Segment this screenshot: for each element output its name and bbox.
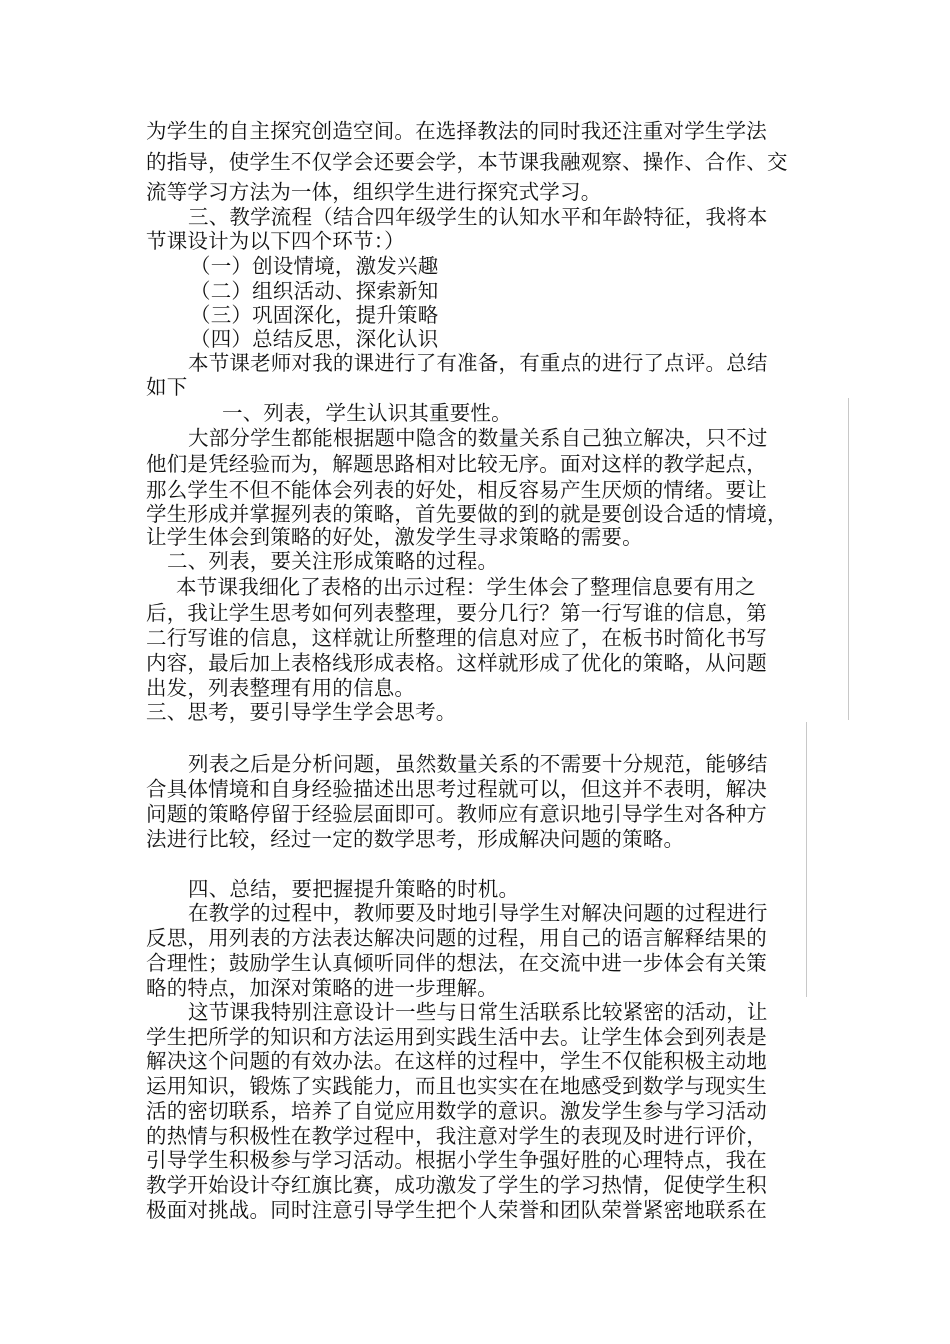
paragraph-line: 让学生体会到策略的好处，激发学生寻求策略的需要。	[146, 525, 643, 549]
paragraph-line: 反思，用列表的方法表达解决问题的过程，用自己的语言解释结果的	[146, 926, 767, 950]
paragraph-line: 他们是凭经验而为，解题思路相对比较无序。面对这样的教学起点，	[146, 452, 767, 476]
paragraph-line: 内容，最后加上表格线形成表格。这样就形成了优化的策略，从问题	[146, 651, 767, 675]
paragraph-line: 学生把所学的知识和方法运用到实践生活中去。让学生体会到列表是	[146, 1025, 767, 1049]
list-item: （二）组织活动、探索新知	[190, 279, 439, 303]
paragraph-line: 极面对挑战。同时注意引导学生把个人荣誉和团队荣誉紧密地联系在	[146, 1198, 767, 1222]
paragraph-line: 的指导，使学生不仅学会还要会学，本节课我融观察、操作、合作、交	[146, 150, 788, 174]
paragraph-line: 流等学习方法为一体，组织学生进行探究式学习。	[146, 180, 602, 204]
paragraph-line: 本节课我细化了表格的出示过程：学生体会了整理信息要有用之	[176, 575, 756, 599]
paragraph-line: 大部分学生都能根据题中隐含的数量关系自己独立解决，只不过	[188, 426, 768, 450]
section-heading: 一、列表，学生认识其重要性。	[222, 401, 512, 425]
paragraph-line: 后，我让学生思考如何列表整理，要分几行？第一行写谁的信息，第	[146, 601, 767, 625]
paragraph-line: 那么学生不但不能体会列表的好处，相反容易产生厌烦的情绪。要让	[146, 478, 767, 502]
paragraph-line: 略的特点，加深对策略的进一步理解。	[146, 976, 498, 1000]
paragraph-line: 节课设计为以下四个环节：）	[146, 229, 405, 253]
paragraph-line: 合具体情境和自身经验描述出思考过程就可以，但这并不表明，解决	[146, 777, 767, 801]
section-heading: 二、列表，要关注形成策略的过程。	[167, 549, 499, 573]
paragraph-line: 运用知识，锻炼了实践能力，而且也实实在在地感受到数学与现实生	[146, 1074, 767, 1098]
margin-rule	[848, 398, 849, 720]
paragraph-line: 法进行比较，经过一定的数学思考，形成解决问题的策略。	[146, 827, 685, 851]
paragraph-line: 活的密切联系，培养了自觉应用数学的意识。激发学生参与学习活动	[146, 1099, 767, 1123]
paragraph-line: 二行写谁的信息，这样就让所整理的信息对应了，在板书时简化书写	[146, 626, 767, 650]
paragraph-line: 问题的策略停留于经验层面即可。教师应有意识地引导学生对各种方	[146, 802, 767, 826]
paragraph-line: 合理性；鼓励学生认真倾听同伴的想法，在交流中进一步体会有关策	[146, 951, 767, 975]
list-item: （三）巩固深化，提升策略	[190, 303, 439, 327]
paragraph-line: 本节课老师对我的课进行了有准备，有重点的进行了点评。总结	[188, 351, 768, 375]
paragraph-line: 引导学生积极参与学习活动。根据小学生争强好胜的心理特点，我在	[146, 1148, 767, 1172]
list-item: （一）创设情境，激发兴趣	[190, 254, 439, 278]
list-item: （四）总结反思，深化认识	[190, 327, 439, 351]
paragraph-line: 如下	[146, 375, 188, 399]
paragraph-line: 的热情与积极性在教学过程中，我注意对学生的表现及时进行评价，	[146, 1124, 767, 1148]
paragraph-line: 在教学的过程中，教师要及时地引导学生对解决问题的过程进行	[188, 901, 768, 925]
section-heading: 三、教学流程（结合四年级学生的认知水平和年龄特征，我将本	[188, 205, 768, 229]
paragraph-line: 为学生的自主探究创造空间。在选择教法的同时我还注重对学生学法	[146, 119, 767, 143]
paragraph-line: 解决这个问题的有效办法。在这样的过程中，学生不仅能积极主动地	[146, 1049, 767, 1073]
section-heading: 四、总结，要把握提升策略的时机。	[188, 877, 520, 901]
paragraph-line: 列表之后是分析问题，虽然数量关系的不需要十分规范，能够结	[188, 752, 768, 776]
margin-rule	[806, 722, 807, 997]
section-heading: 三、思考，要引导学生学会思考。	[146, 700, 457, 724]
paragraph-line: 这节课我特别注意设计一些与日常生活联系比较紧密的活动，让	[188, 1000, 768, 1024]
paragraph-line: 学生形成并掌握列表的策略，首先要做的到的就是要创设合适的情境，	[146, 502, 788, 526]
paragraph-line: 出发，列表整理有用的信息。	[146, 676, 416, 700]
paragraph-line: 教学开始设计夺红旗比赛，成功激发了学生的学习热情，促使学生积	[146, 1173, 767, 1197]
